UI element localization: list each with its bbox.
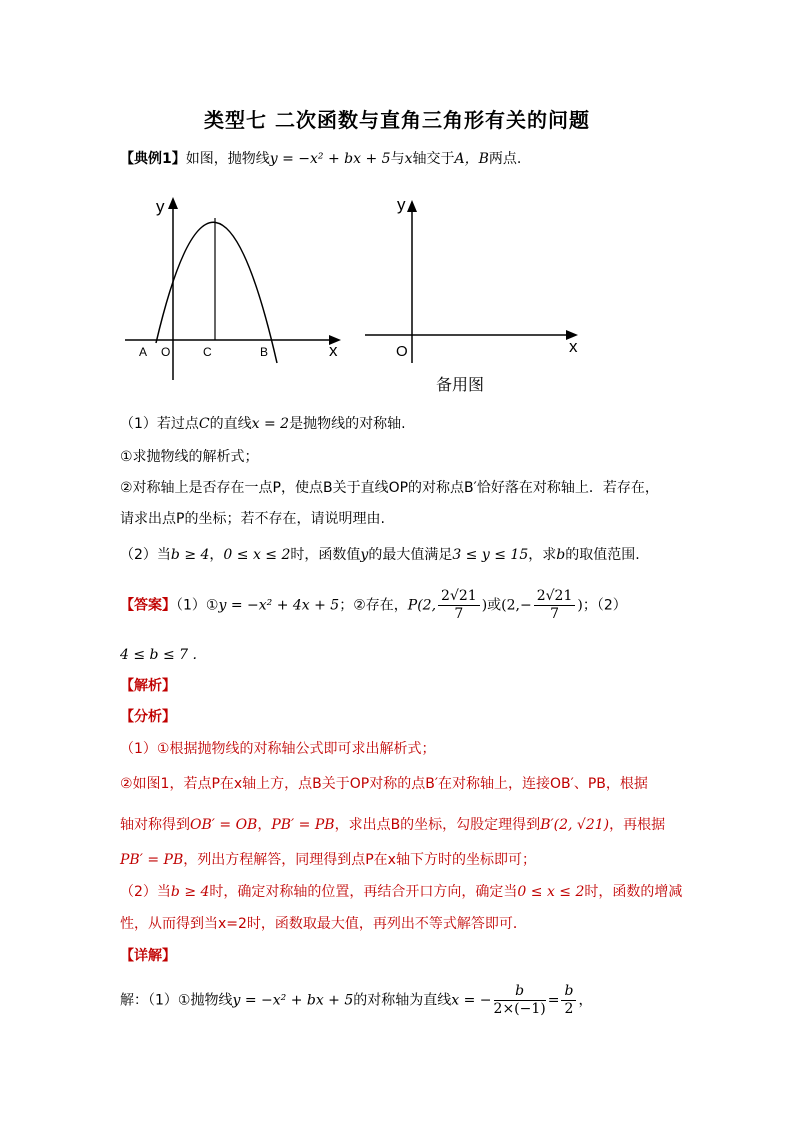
fraction: $\frac{2√21}{7}$: [534, 588, 576, 623]
question-1-part-2-line-2: 请求出点P的坐标；若不存在，请说明理由.: [120, 511, 385, 527]
question-1: （1）若过点C的直线x = 2是抛物线的对称轴.: [120, 416, 406, 432]
fraction: $\frac{b}{2\times(-1)}$: [493, 983, 546, 1017]
parabola-equation: y = −x² + bx + 5: [269, 151, 391, 167]
detail-line-1: 解：（1）①抛物线y = −x² + bx + 5的对称轴为直线x = − $\frac{b}{2\times(-1)}$ = $\frac{b}{2}$ ，: [120, 983, 593, 1017]
question-1-part-2-line-1: ②对称轴上是否存在一点P，使点B关于直线OP的对称点B′恰好落在对称轴上．若存在，: [120, 480, 659, 496]
fenxi-3-line-2: 性，从而得到当x=2时，函数取最大值，再列出不等式解答即可．: [120, 916, 527, 932]
parabola-curve: [156, 222, 277, 363]
fenxi-2-line-2: 轴对称得到OB′ = OB，PB′ = PB，求出点B的坐标，勾股定理得到B′(2, √21)，再根据: [120, 817, 666, 833]
analysis-tag: 【解析】: [120, 678, 176, 694]
origin-label: O: [396, 343, 408, 360]
y-label: y: [156, 197, 165, 216]
answer-line-2: 4 ≤ b ≤ 7 .: [120, 647, 197, 663]
fraction: $\frac{2√21}{7}$: [438, 588, 480, 623]
x-label: x: [569, 337, 578, 356]
answer-tag: 【答案】: [120, 597, 176, 614]
point-A-label: A: [139, 345, 148, 359]
y-axis-arrow: [168, 197, 178, 209]
parabola-figure: [120, 185, 350, 390]
fraction: $\frac{b}{2}$: [561, 983, 576, 1018]
answer-line-1: 【答案】（1）①y = −x² + 4x + 5；②存在，P(2, $\frac{2√21}{7}$ )或(2,− $\frac{2√21}{7}$ )；（2）: [120, 588, 627, 622]
figure-caption: 备用图: [436, 377, 485, 394]
point-C-label: C: [203, 345, 212, 359]
y-label: y: [397, 195, 406, 214]
origin-label: O: [161, 345, 171, 359]
fenxi-1: （1）①根据抛物线的对称轴公式即可求出解析式；: [120, 741, 436, 757]
fenxi-2-line-3: PB′ = PB，列出方程解答，同理得到点P在x轴下方时的坐标即可；: [120, 852, 536, 868]
spare-figure: [360, 185, 590, 400]
fenxi-2-line-1: ②如图1，若点P在x轴上方，点B关于OP对称的点B′在对称轴上，连接OB′、PB，根据: [120, 776, 648, 792]
example-tag: 【典例1】: [120, 151, 186, 167]
y-axis-arrow: [407, 200, 417, 212]
fenxi-3-line-1: （2）当b ≥ 4时，确定对称轴的位置，再结合开口方向，确定当0 ≤ x ≤ 2时，函数的增减: [120, 884, 683, 900]
question-2: （2）当b ≥ 4，0 ≤ x ≤ 2时，函数值y的最大值满足3 ≤ y ≤ 15，求b的取值范围.: [120, 547, 640, 563]
example-intro: 【典例1】如图，抛物线y = −x² + bx + 5与x轴交于A，B两点.: [120, 151, 522, 167]
question-1-part-1: ①求抛物线的解析式；: [120, 449, 259, 465]
point-B-label: B: [260, 345, 269, 359]
detail-tag: 【详解】: [120, 948, 176, 964]
page-title: 类型七 二次函数与直角三角形有关的问题: [204, 108, 590, 132]
x-label: x: [329, 341, 338, 360]
fenxi-tag: 【分析】: [120, 709, 176, 725]
